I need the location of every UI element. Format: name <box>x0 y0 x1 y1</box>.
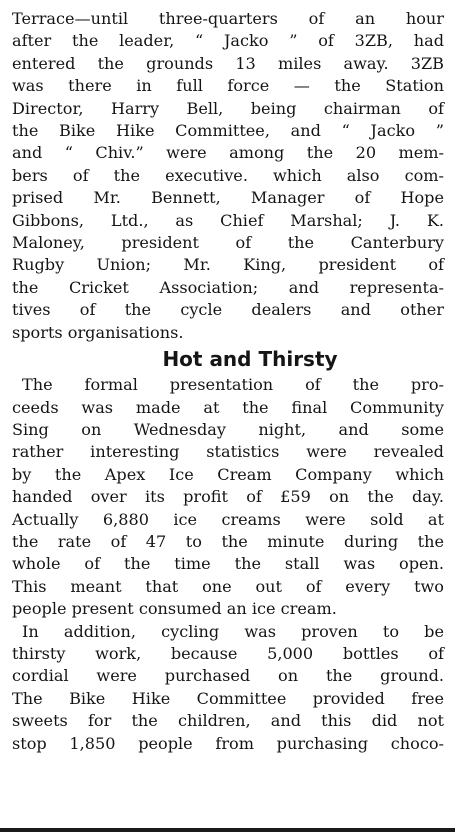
text-line: prised Mr. Bennett, Manager of Hope <box>12 188 444 208</box>
text-line: after the leader, “ Jacko ” of 3ZB, had <box>12 31 444 51</box>
text-line: Director, Harry Bell, being chairman of <box>12 98 444 118</box>
text-line: rather interesting statistics were revealed <box>12 442 444 462</box>
text-line: was there in full force — the Station <box>12 76 444 96</box>
text-line: people present consumed an ice cream. <box>12 599 337 619</box>
bottom-rule <box>0 828 455 832</box>
paragraph-cycling <box>12 621 444 755</box>
text-line: This meant that one out of every two <box>12 576 444 596</box>
text-line: sports organisations. <box>12 322 184 342</box>
text-line: Actually 6,880 ice creams were sold at <box>12 509 444 529</box>
text-line: sweets for the children, and this did not <box>12 711 444 731</box>
text-line: the rate of 47 to the minute during the <box>12 531 444 551</box>
text-line: The formal presentation of the pro- <box>22 375 444 395</box>
text-line: cordial were purchased on the ground. <box>12 666 444 686</box>
text-line: the Cricket Association; and representa- <box>12 277 444 297</box>
text-line: The Bike Hike Committee provided free <box>12 688 444 708</box>
text-line: by the Apex Ice Cream Company which <box>12 464 444 484</box>
section-heading: Hot and Thirsty <box>162 347 338 372</box>
paragraph-presentation <box>12 374 444 620</box>
text-line: Terrace—until three-quarters of an hour <box>12 9 444 28</box>
text-line: Maloney, president of the Canterbury <box>12 233 444 253</box>
text-line: and “ Chiv.” were among the 20 mem- <box>12 143 444 163</box>
text-line: thirsty work, because 5,000 bottles of <box>12 643 444 663</box>
text-line: whole of the time the stall was open. <box>12 554 444 574</box>
paragraph-committee <box>12 8 444 344</box>
text-line: tives of the cycle dealers and other <box>12 300 444 320</box>
text-line: stop 1,850 people from purchasing choco- <box>12 733 444 753</box>
text-line: handed over its profit of £59 on the day. <box>12 487 444 507</box>
text-line: ceeds was made at the final Community <box>12 397 444 417</box>
text-line: Rugby Union; Mr. King, president of <box>12 255 444 275</box>
text-line: Sing on Wednesday night, and some <box>12 419 444 439</box>
text-line: In addition, cycling was proven to be <box>22 621 444 641</box>
text-line: bers of the executive. which also com- <box>12 165 444 185</box>
text-line: Gibbons, Ltd., as Chief Marshal; J. K. <box>12 210 444 230</box>
text-line: the Bike Hike Committee, and “ Jacko ” <box>12 121 444 141</box>
text-line: entered the grounds 13 miles away. 3ZB <box>12 53 444 73</box>
article-column <box>12 8 444 755</box>
